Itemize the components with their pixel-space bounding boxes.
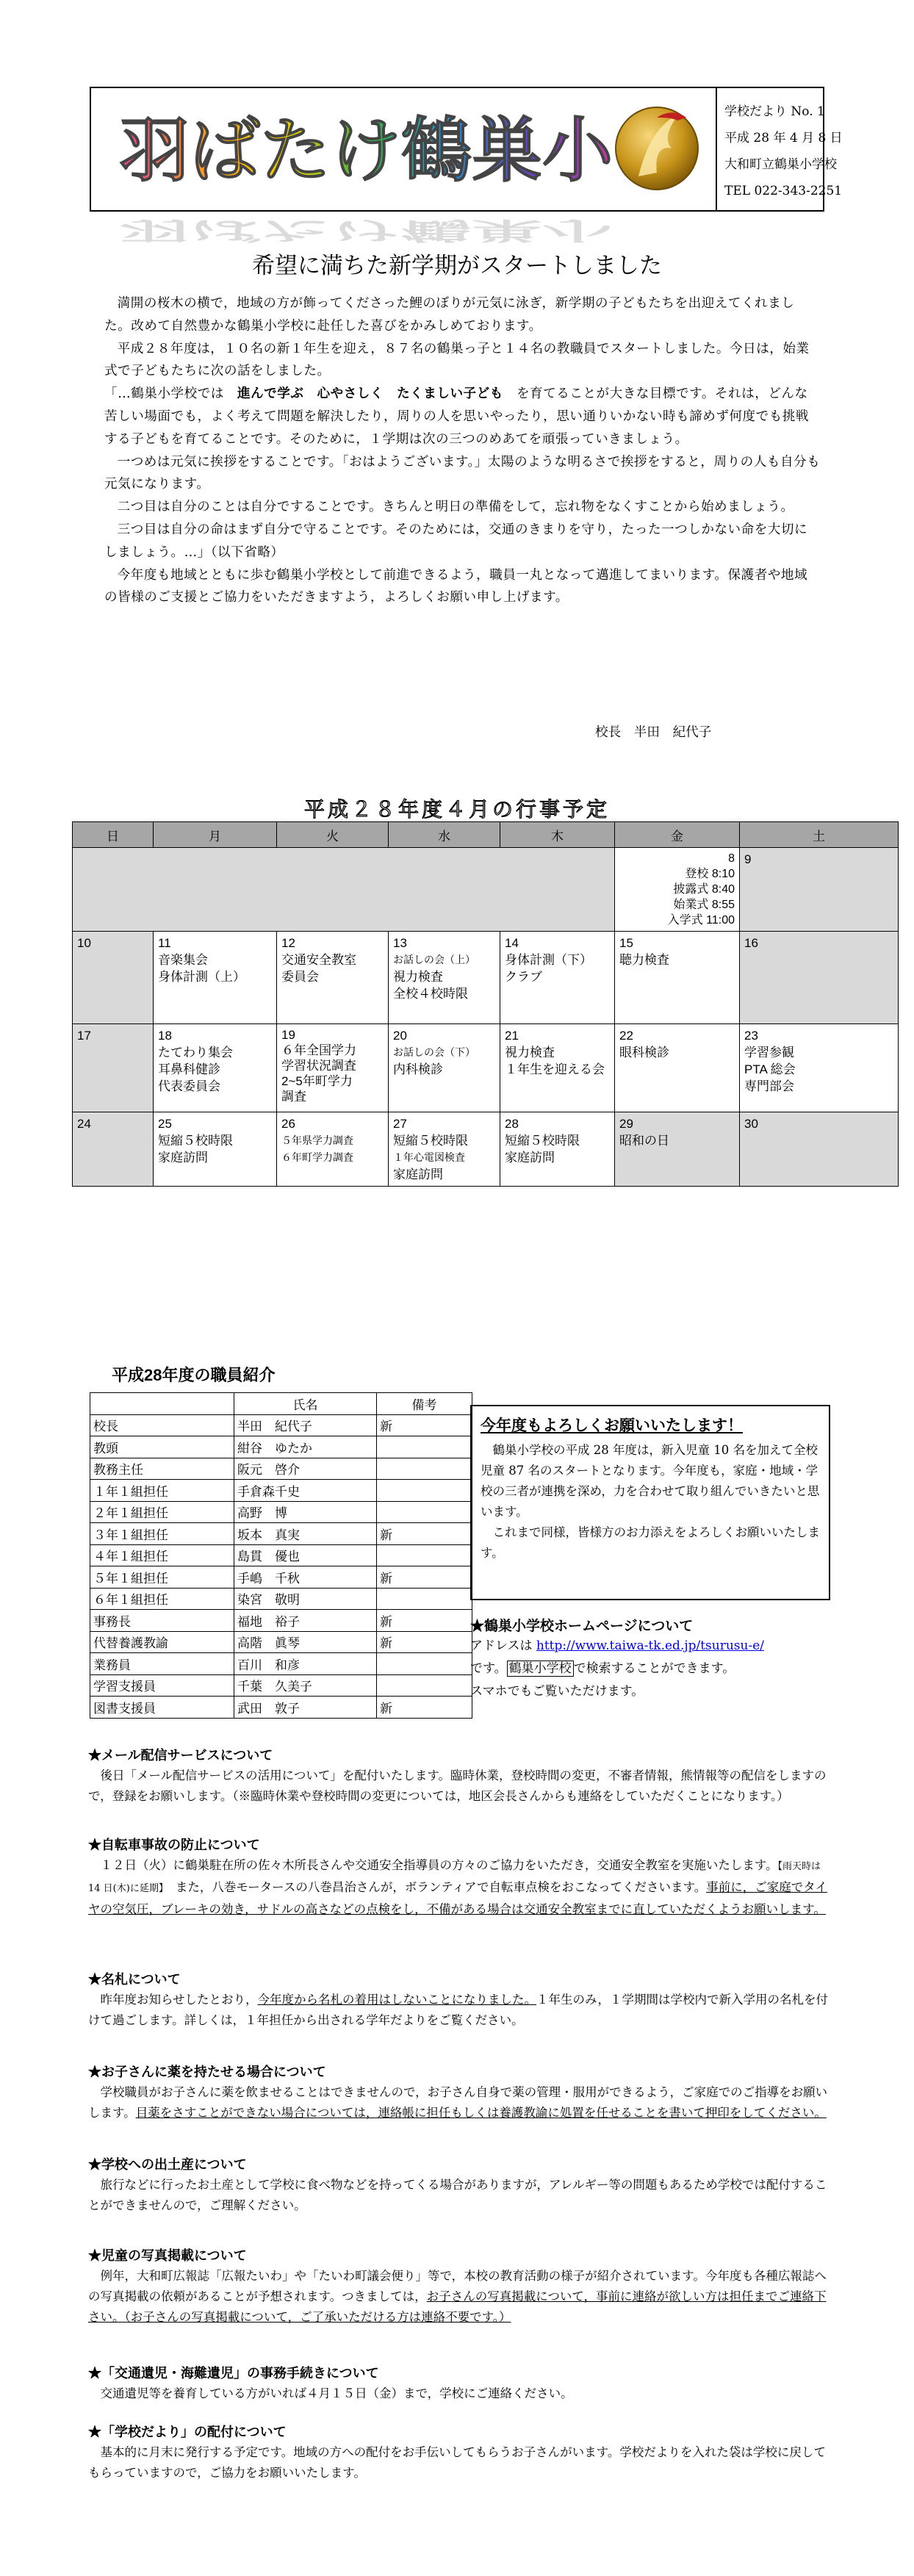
notice-body: 交通遺児等を養育している方がいれば４月１５日（金）まで，学校にご連絡ください。 bbox=[100, 2386, 573, 2400]
day-cell: 15 聴力検査 bbox=[615, 932, 740, 1024]
school-tel: TEL 022-343-2251 bbox=[724, 184, 843, 198]
staff-row bbox=[90, 1458, 472, 1480]
staff-row bbox=[90, 1523, 472, 1545]
column-header bbox=[90, 1393, 234, 1415]
day-cell: 16 bbox=[740, 932, 899, 1024]
header-divider bbox=[716, 88, 717, 210]
greeting-text: これまで同様，皆様方のお力添えをよろしくお願いいたします。 bbox=[481, 1525, 820, 1560]
school-motto: 進んで学ぶ 心やさしく たくましい子ども bbox=[237, 386, 503, 402]
day-cell: 14 身体計測（下） クラブ bbox=[500, 932, 615, 1024]
day-header: 火 bbox=[277, 822, 389, 848]
newsletter-number: 学校だより No. 1 bbox=[724, 104, 825, 119]
staff-row bbox=[90, 1653, 472, 1675]
school-name: 大和町立鶴巣小学校 bbox=[724, 157, 837, 172]
staff-note: 新 bbox=[377, 1566, 472, 1589]
newsletter-info bbox=[724, 98, 843, 204]
day-cell: 21 視力検査 １年生を迎える会 bbox=[500, 1024, 615, 1112]
staff-note: 新 bbox=[377, 1523, 472, 1545]
staff-role: １年１組担任 bbox=[90, 1480, 234, 1502]
staff-row bbox=[90, 1544, 472, 1566]
homepage-text: です。 鶴巣小学校 で検索することができます。 bbox=[470, 1661, 735, 1676]
day-cell: 20 お話しの会（下） 内科検診 bbox=[389, 1024, 500, 1112]
principal-signature: 校長 半田 紀代子 bbox=[595, 725, 712, 740]
staff-row bbox=[90, 1480, 472, 1502]
day-cell: 11 音楽集会 身体計測（上） bbox=[154, 932, 277, 1024]
day-cell: 10 bbox=[73, 932, 154, 1024]
day-cell: 19 ６年全国学力 学習状況調査 2~5年町学力 調査 bbox=[277, 1024, 389, 1112]
notice-title: ★学校への出土産について bbox=[88, 2157, 247, 2172]
notice-title: ★自転車事故の防止について bbox=[88, 1838, 260, 1852]
staff-table bbox=[90, 1392, 472, 1719]
schedule-week-row bbox=[73, 1112, 899, 1187]
notice-mail bbox=[88, 1745, 829, 1807]
staff-note bbox=[377, 1480, 472, 1502]
staff-name: 手嶋 千秋 bbox=[234, 1566, 377, 1589]
schedule-week-row bbox=[73, 932, 899, 1024]
notice-title: ★児童の写真掲載について bbox=[88, 2248, 247, 2263]
greeting-title: 今年度もよろしくお願いいたします！ bbox=[481, 1416, 743, 1434]
day-cell: 23 学習参観 PTA 総会 専門部会 bbox=[740, 1024, 899, 1112]
staff-row bbox=[90, 1501, 472, 1523]
notice-distribution bbox=[88, 2422, 829, 2483]
staff-role: ３年１組担任 bbox=[90, 1523, 234, 1545]
day-cell: 8 登校 8:10 披露式 8:40 始業式 8:55 入学式 11:00 bbox=[615, 848, 740, 932]
column-header: 氏名 bbox=[234, 1393, 377, 1415]
notice-body: 学校職員がお子さんに薬を飲ませることはできませんので，お子さん自身で薬の管理・服用ができるよう，ご家庭でのご指導をお願いします。目薬をさすことができない場合については，連絡帳に担任もしくは養護教諭に処置を任せることを書いて押印をしてください。 bbox=[88, 2085, 828, 2120]
staff-note: 新 bbox=[377, 1631, 472, 1653]
day-cell: 22 眼科検診 bbox=[615, 1024, 740, 1112]
notice-nametag bbox=[88, 1969, 829, 2031]
staff-role: 教務主任 bbox=[90, 1458, 234, 1480]
notice-title: ★お子さんに薬を持たせる場合について bbox=[88, 2065, 326, 2079]
staff-role: ４年１組担任 bbox=[90, 1544, 234, 1566]
staff-role: ５年１組担任 bbox=[90, 1566, 234, 1589]
staff-role: 図書支援員 bbox=[90, 1697, 234, 1719]
staff-note: 新 bbox=[377, 1697, 472, 1719]
day-cell: 26 ５年県学力調査 ６年町学力調査 bbox=[277, 1112, 389, 1187]
notice-title: ★名札について bbox=[88, 1972, 181, 1987]
notice-body: １２日（火）に鶴巣駐在所の佐々木所長さんや交通安全指導員の方々のご協力をいただき，交通安全教室を実施いたします。【雨天時は 14 日(木)に延期】 また，八巻モータースの八巻昌治さんが，ボランティアで自転車点検をおこなってくださいます。事前に，ご家庭でタイヤの空気圧，ブレーキの効き，サドルの高さなどの点検をし，不備がある場合は交通安全教室までに直していただくようお願いします。 bbox=[88, 1858, 827, 1916]
staff-note bbox=[377, 1458, 472, 1480]
day-cell: 25 短縮５校時限 家庭訪問 bbox=[154, 1112, 277, 1187]
day-header: 水 bbox=[389, 822, 500, 848]
newsletter-header bbox=[90, 87, 843, 245]
staff-row bbox=[90, 1610, 472, 1632]
notice-title: ★「学校だより」の配付について bbox=[88, 2425, 287, 2439]
notice-title: ★メール配信サービスについて bbox=[88, 1748, 273, 1763]
principal-message bbox=[104, 292, 821, 609]
staff-name: 福地 裕子 bbox=[234, 1610, 377, 1632]
day-cell: 28 短縮５校時限 家庭訪問 bbox=[500, 1112, 615, 1187]
staff-role: 代替養護教諭 bbox=[90, 1631, 234, 1653]
staff-name: 高階 眞琴 bbox=[234, 1631, 377, 1653]
staff-name: 坂本 真実 bbox=[234, 1523, 377, 1545]
day-cell: 24 bbox=[73, 1112, 154, 1187]
notice-bike bbox=[88, 1835, 829, 1920]
staff-name: 高野 博 bbox=[234, 1501, 377, 1523]
paragraph: 一つめは元気に挨拶をすることです。「おはようございます。」太陽のような明るさで挨拶をすると，周りの人も自分も元気になります。 bbox=[104, 454, 821, 492]
school-logo bbox=[98, 96, 708, 245]
empty-cell bbox=[73, 848, 615, 932]
day-cell: 17 bbox=[73, 1024, 154, 1112]
staff-note bbox=[377, 1501, 472, 1523]
staff-name: 百川 和彦 bbox=[234, 1653, 377, 1675]
issue-date: 平成 28 年 4 月 8 日 bbox=[724, 131, 843, 145]
schedule-week-row bbox=[73, 1024, 899, 1112]
staff-note bbox=[377, 1588, 472, 1610]
staff-row bbox=[90, 1414, 472, 1436]
day-header: 日 bbox=[73, 822, 154, 848]
staff-row bbox=[90, 1588, 472, 1610]
staff-name: 島貫 優也 bbox=[234, 1544, 377, 1566]
day-cell: 9 bbox=[740, 848, 899, 932]
day-header: 木 bbox=[500, 822, 615, 848]
paragraph: 平成２８年度は，１０名の新１年生を迎え，８７名の鶴巣っ子と１４名の教職員でスタートしました。今日は，始業式で子どもたちに次の話をしました。 bbox=[104, 341, 810, 379]
svg-text:羽ばたけ鶴巣小: 羽ばたけ鶴巣小 bbox=[119, 216, 613, 245]
notice-body: 例年，大和町広報誌「広報たいわ」や「たいわ町議会便り」等で，本校の教育活動の様子が紹介されています。今年度も各種広報誌への写真掲載の依頼があることが予想されます。つきましては，お子さんの写真掲載について，事前に連絡が欲しい方は担任までご連絡下さい。（お子さんの写真掲載について，ご了承いただける方は連絡不要です。） bbox=[88, 2269, 827, 2324]
staff-note bbox=[377, 1436, 472, 1458]
homepage-text: スマホでもご覧いただけます。 bbox=[470, 1684, 644, 1699]
staff-row bbox=[90, 1436, 472, 1458]
homepage-title: ★鶴巣小学校ホームページについて bbox=[470, 1619, 694, 1634]
staff-name: 千葉 久美子 bbox=[234, 1674, 377, 1697]
day-cell: 18 たてわり集会 耳鼻科健診 代表委員会 bbox=[154, 1024, 277, 1112]
homepage-link[interactable]: http://www.taiwa-tk.ed.jp/tsurusu-e/ bbox=[536, 1638, 765, 1653]
day-cell: 27 短縮５校時限 １年心電図検査 家庭訪問 bbox=[389, 1112, 500, 1187]
staff-name: 阪元 啓介 bbox=[234, 1458, 377, 1480]
column-header: 備考 bbox=[377, 1393, 472, 1415]
staff-name: 半田 紀代子 bbox=[234, 1414, 377, 1436]
staff-name: 紺谷 ゆたか bbox=[234, 1436, 377, 1458]
staff-name: 手倉森千史 bbox=[234, 1480, 377, 1502]
staff-role: ６年１組担任 bbox=[90, 1588, 234, 1610]
staff-note: 新 bbox=[377, 1610, 472, 1632]
notice-body: 後日「メール配信サービスの活用について」を配付いたします。臨時休業，登校時間の変更，不審者情報，熊情報等の配信をしますので，登録をお願いします。（※臨時休業や登校時間の変更については，地区会長さんからも連絡をしていただくことになります。） bbox=[88, 1769, 827, 1803]
notice-traffic bbox=[88, 2363, 829, 2404]
day-cell: 12 交通安全教室 委員会 bbox=[277, 932, 389, 1024]
staff-row bbox=[90, 1566, 472, 1589]
paragraph: 今年度も地域とともに歩む鶴巣小学校として前進できるよう，職員一丸となって邁進してまいります。保護者や地域の皆様のご支援とご協力をいただきますよう，よろしくお願い申し上げます。 bbox=[104, 567, 808, 605]
staff-note bbox=[377, 1653, 472, 1675]
staff-role: 校長 bbox=[90, 1414, 234, 1436]
paragraph: 「…鶴巣小学校では 進んで学ぶ 心やさしく たくましい子ども を育てることが大きな目標です。それは，どんな苦しい場面でも，よく考えて問題を解決したり，周りの人を思いやったり，思い通りいかない時も諦めず何度でも挑戦する子どもを育てることです。そのために，１学期は次の三つのめあてを頑張っていきましょう。 bbox=[104, 386, 809, 447]
article-title: 希望に満ちた新学期がスタートしました bbox=[252, 253, 662, 279]
schedule-title: 平成２８年度４月の行事予定 bbox=[303, 797, 610, 821]
staff-role: ２年１組担任 bbox=[90, 1501, 234, 1523]
staff-row bbox=[90, 1697, 472, 1719]
day-header: 月 bbox=[154, 822, 277, 848]
staff-header-row bbox=[90, 1393, 472, 1415]
notice-photo bbox=[88, 2245, 829, 2328]
notice-body: 昨年度お知らせしたとおり，今年度から名札の着用はしないことになりました。１年生のみ，１学期間は学校内で新入学用の名札を付けて過ごします。詳しくは，１年担任から出される学年だよりをご覧ください。 bbox=[88, 1993, 829, 2027]
day-cell: 30 bbox=[740, 1112, 899, 1187]
notice-medicine bbox=[88, 2062, 829, 2123]
staff-note bbox=[377, 1544, 472, 1566]
logo-text: 羽ばたけ鶴巣小 bbox=[119, 109, 613, 192]
homepage-section bbox=[470, 1615, 830, 1703]
greeting-box bbox=[470, 1405, 830, 1600]
staff-role: 事務長 bbox=[90, 1610, 234, 1632]
staff-note bbox=[377, 1674, 472, 1697]
schedule-header-row bbox=[73, 822, 899, 848]
notice-body: 旅行などに行ったお土産として学校に食べ物などを持ってくる場合がありますが，アレルギー等の問題もあるため学校では配付することができませんので，ご理解ください。 bbox=[88, 2178, 827, 2212]
staff-role: 学習支援員 bbox=[90, 1674, 234, 1697]
staff-role: 教頭 bbox=[90, 1436, 234, 1458]
april-schedule bbox=[72, 821, 898, 1181]
greeting-text: 鶴巣小学校の平成 28 年度は，新入児童 10 名を加えて全校児童 87 名のスタートとなります。今年度も，家庭・地域・学校の三者が連携を深め，力を合わせて取り組んでいきたいと思います。 bbox=[481, 1443, 820, 1519]
paragraph: 二つ目は自分のことは自分ですることです。きちんと明日の準備をして，忘れ物をなくすことから始めましょう。 bbox=[117, 500, 794, 515]
notice-gift bbox=[88, 2154, 829, 2216]
homepage-text: アドレスは http://www.taiwa-tk.ed.jp/tsurusu-e/ bbox=[470, 1638, 765, 1653]
day-cell: 29 昭和の日 bbox=[615, 1112, 740, 1187]
schedule-week-row bbox=[73, 848, 899, 932]
staff-title: 平成28年度の職員紹介 bbox=[112, 1366, 276, 1384]
staff-role: 業務員 bbox=[90, 1653, 234, 1675]
day-cell: 13 お話しの会（上） 視力検査 全校４校時限 bbox=[389, 932, 500, 1024]
staff-row bbox=[90, 1631, 472, 1653]
staff-row bbox=[90, 1674, 472, 1697]
notice-body: 基本的に月末に発行する予定です。地域の方への配付をお手伝いしてもらうお子さんがいます。学校だよりを入れた袋は学校に戻してもらっていますので，ご協力をお願いいたします。 bbox=[88, 2445, 826, 2480]
paragraph: 満開の桜木の横で，地域の方が飾ってくださった鯉のぼりが元気に泳ぎ，新学期の子どもたちを出迎えてくれました。改めて自然豊かな鶴巣小学校に赴任した喜びをかみしめております。 bbox=[104, 296, 795, 334]
search-keyword: 鶴巣小学校 bbox=[507, 1661, 574, 1677]
staff-note: 新 bbox=[377, 1414, 472, 1436]
paragraph: 三つ目は自分の命はまず自分で守ることです。そのためには，交通のきまりを守り，たった一つしかない命を大切にしましょう。…」（以下省略） bbox=[104, 522, 808, 560]
day-header: 土 bbox=[740, 822, 899, 848]
day-header: 金 bbox=[615, 822, 740, 848]
staff-name: 武田 敦子 bbox=[234, 1697, 377, 1719]
staff-name: 染宮 敬明 bbox=[234, 1588, 377, 1610]
notice-title: ★「交通遺児・海難遺児」の事務手続きについて bbox=[88, 2366, 379, 2381]
